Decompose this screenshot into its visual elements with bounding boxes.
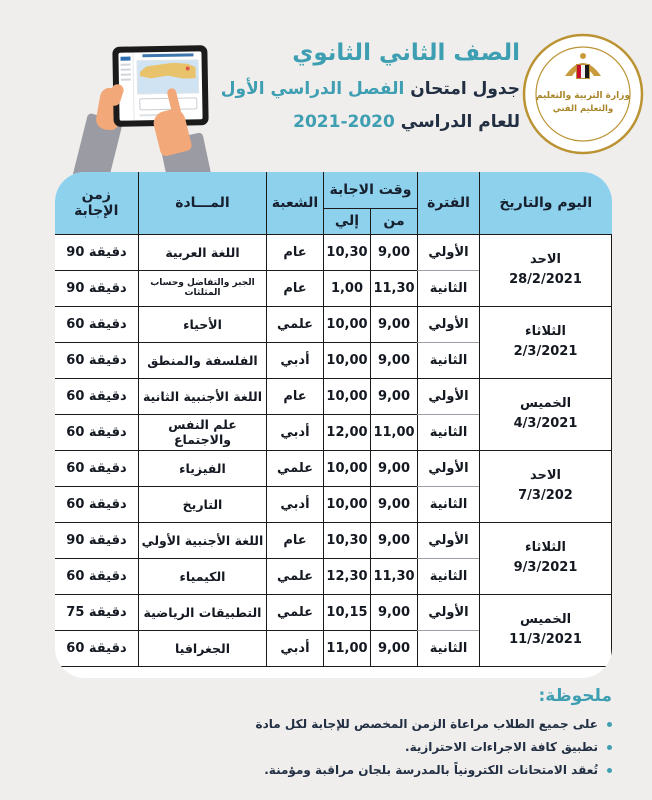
- period-cell: الأولي: [418, 594, 480, 630]
- period-cell: الأولي: [418, 234, 480, 270]
- period-cell: الأولي: [418, 450, 480, 486]
- period-cell: الأولي: [418, 306, 480, 342]
- subject-cell: الكيمياء: [138, 558, 266, 594]
- notes-list: [256, 713, 612, 782]
- subject-cell: علم النفس والاجتماع: [138, 414, 266, 450]
- to-cell: 10,15: [323, 594, 370, 630]
- note-item: تُعقد الامتحانات الكترونياً بالمدرسة بلجان مراقبة ومؤمنة.: [256, 759, 612, 782]
- period-cell: الثانية: [418, 558, 480, 594]
- table-row: [55, 522, 612, 558]
- notes-heading: ملحوظة:: [538, 686, 612, 706]
- subject-cell: اللغة الأجنبية الأولي: [138, 522, 266, 558]
- table-row: [55, 306, 612, 342]
- date: 2/3/2021: [513, 344, 578, 359]
- map-marker: [186, 66, 190, 70]
- table-row: [55, 450, 612, 486]
- duration-cell: 60 دقيقة: [55, 486, 138, 522]
- col-header-period: الفترة: [418, 172, 480, 234]
- to-cell: 12,30: [323, 558, 370, 594]
- year-range: 2021-2020: [293, 112, 395, 132]
- period-cell: الثانية: [418, 414, 480, 450]
- subject-cell: اللغة العربية: [138, 234, 266, 270]
- to-cell: 10,00: [323, 378, 370, 414]
- branch-cell: أدبي: [266, 414, 323, 450]
- subtitle-line-2: [221, 112, 520, 132]
- subtitle-line-1: [221, 79, 520, 99]
- period-cell: الثانية: [418, 486, 480, 522]
- to-cell: 10,00: [323, 306, 370, 342]
- day-date-cell: [480, 450, 612, 522]
- branch-cell: عام: [266, 378, 323, 414]
- subtitle-prefix: جدول امتحان: [410, 79, 520, 99]
- from-cell: 9,00: [371, 630, 418, 666]
- to-cell: 1,00: [323, 270, 370, 306]
- period-cell: الثانية: [418, 270, 480, 306]
- year-prefix: للعام الدراسي: [400, 112, 520, 132]
- from-cell: 11,30: [371, 270, 418, 306]
- subject-cell: اللغة الأجنبية الثانية: [138, 378, 266, 414]
- period-cell: الثانية: [418, 630, 480, 666]
- day-date-cell: [480, 594, 612, 666]
- from-cell: 9,00: [371, 306, 418, 342]
- day-name: الاحد: [529, 467, 561, 483]
- ministry-logo: [521, 32, 645, 156]
- duration-cell: 60 دقيقة: [55, 306, 138, 342]
- from-cell: 9,00: [371, 522, 418, 558]
- subject-cell: الأحياء: [138, 306, 266, 342]
- exam-schedule-table: [55, 172, 612, 667]
- to-cell: 11,00: [323, 630, 370, 666]
- subject-cell: الفيزياء: [138, 450, 266, 486]
- col-header-subject: المـــادة: [138, 172, 266, 234]
- day-name: الثلاثاء: [525, 323, 566, 339]
- branch-cell: أدبي: [266, 342, 323, 378]
- day-name: الاحد: [529, 251, 561, 267]
- to-cell: 10,00: [323, 486, 370, 522]
- period-cell: الثانية: [418, 342, 480, 378]
- col-header-branch: الشعبة: [266, 172, 323, 234]
- day-name: الخميس: [519, 611, 572, 627]
- branch-cell: علمي: [266, 594, 323, 630]
- duration-cell: 60 دقيقة: [55, 414, 138, 450]
- duration-cell: 90 دقيقة: [55, 234, 138, 270]
- note-item: على جميع الطلاب مراعاة الزمن المخصص للإجابة لكل مادة: [256, 713, 612, 736]
- duration-cell: 60 دقيقة: [55, 630, 138, 666]
- col-header-duration: زمن الإجابة: [55, 172, 138, 234]
- exam-schedule-table-container: [55, 172, 612, 678]
- date: 9/3/2021: [513, 560, 578, 575]
- subject-cell: الجبر والتفاضل وحساب المثلثات: [138, 270, 266, 306]
- to-cell: 12,00: [323, 414, 370, 450]
- duration-cell: 75 دقيقة: [55, 594, 138, 630]
- tablet-screen-titlebar: [142, 53, 193, 57]
- from-cell: 11,00: [371, 414, 418, 450]
- branch-cell: عام: [266, 522, 323, 558]
- day-date-cell: [480, 306, 612, 378]
- branch-cell: علمي: [266, 558, 323, 594]
- duration-cell: 90 دقيقة: [55, 270, 138, 306]
- map-land: [140, 62, 196, 79]
- branch-cell: عام: [266, 270, 323, 306]
- day-date-cell: [480, 522, 612, 594]
- period-cell: الأولي: [418, 378, 480, 414]
- to-cell: 10,00: [323, 450, 370, 486]
- subtitle-highlight: الفصل الدراسي الأول: [220, 79, 405, 99]
- branch-cell: علمي: [266, 306, 323, 342]
- note-item: تطبيق كافة الاجراءات الاحترازية.: [256, 736, 612, 759]
- logo-arabic-line1: وزارة التربية والتعليم: [535, 91, 631, 101]
- branch-cell: عام: [266, 234, 323, 270]
- logo-ring-text: [521, 32, 525, 34]
- day-date-cell: [480, 378, 612, 450]
- tablet-screen: [118, 51, 202, 120]
- col-header-from: من: [371, 208, 418, 234]
- to-cell: 10,30: [323, 522, 370, 558]
- col-header-day-date: اليوم والتاريخ: [480, 172, 612, 234]
- from-cell: 9,00: [371, 234, 418, 270]
- from-cell: 9,00: [371, 486, 418, 522]
- from-cell: 9,00: [371, 342, 418, 378]
- notes-section: [256, 686, 612, 782]
- subject-cell: التاريخ: [138, 486, 266, 522]
- duration-cell: 90 دقيقة: [55, 522, 138, 558]
- to-cell: 10,30: [323, 234, 370, 270]
- subject-cell: الفلسفة والمنطق: [138, 342, 266, 378]
- duration-cell: 60 دقيقة: [55, 558, 138, 594]
- from-cell: 9,00: [371, 450, 418, 486]
- table-row: [55, 234, 612, 270]
- date: 11/3/2021: [509, 632, 582, 647]
- duration-cell: 60 دقيقة: [55, 342, 138, 378]
- col-header-answer-time: وقت الاجابة: [323, 172, 417, 208]
- from-cell: 9,00: [371, 594, 418, 630]
- branch-cell: أدبي: [266, 486, 323, 522]
- date: 28/2/2021: [509, 272, 582, 287]
- col-header-to: إلي: [323, 208, 370, 234]
- date: 4/3/2021: [513, 416, 578, 431]
- from-cell: 9,00: [371, 378, 418, 414]
- table-row: [55, 378, 612, 414]
- date: 7/3/202: [518, 488, 573, 503]
- day-name: الثلاثاء: [525, 539, 566, 555]
- table-row: [55, 594, 612, 630]
- branch-cell: أدبي: [266, 630, 323, 666]
- branch-cell: علمي: [266, 450, 323, 486]
- subject-cell: الجغرافيا: [138, 630, 266, 666]
- to-cell: 10,00: [323, 342, 370, 378]
- page-title: الصف الثاني الثانوي: [292, 40, 520, 66]
- from-cell: 11,30: [371, 558, 418, 594]
- duration-cell: 60 دقيقة: [55, 450, 138, 486]
- period-cell: الأولي: [418, 522, 480, 558]
- logo-arabic-line2: والتعليم الفني: [552, 104, 614, 114]
- day-date-cell: [480, 234, 612, 306]
- day-name: الخميس: [519, 395, 572, 411]
- duration-cell: 60 دقيقة: [55, 378, 138, 414]
- page-header: [221, 40, 520, 132]
- subject-cell: التطبيقات الرياضية: [138, 594, 266, 630]
